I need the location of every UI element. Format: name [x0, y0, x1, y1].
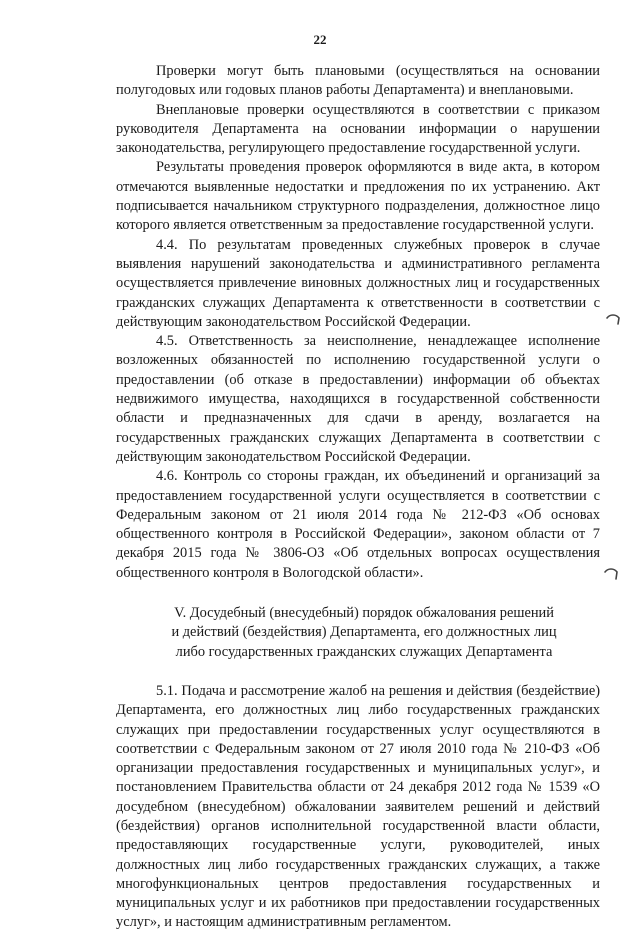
section-v-heading-line: либо государственных гражданских служащих Департамента [175, 643, 553, 660]
paragraph-4-4: 4.4. По результатам проведенных служебных проверок в случае выявления нарушений законодательства и административного регламента осуществляется привлечение виновных должностных лиц и государственных гражданских служащих Департамента к ответственности в соответствии с действующим законодательством Российской Федерации. [116, 236, 600, 330]
section-v-heading [116, 604, 600, 662]
paragraph-check-results: Результаты проведения проверок оформляются в виде акта, в котором отмечаются выявленные недостатки и предложения по их устранению. Акт подписывается начальником структурного подразделения, должностное лицо которого является ответственным за предоставление государственной услуги. [116, 159, 600, 234]
binding-hole-mark [605, 312, 621, 330]
document-body [116, 62, 600, 933]
page-number: 22 [313, 32, 327, 47]
paragraph-planned-checks: Проверки могут быть плановыми (осуществляться на основании полугодовых или годовых планов работы Департамента) и внеплановыми. [116, 63, 600, 99]
section-v-heading-line: и действий (бездействия) Департамента, его должностных лиц [171, 624, 557, 641]
paragraph-4-5: 4.5. Ответственность за неисполнение, ненадлежащее исполнение возложенных обязанностей по исполнению государственной услуги о предоставлении (об отказе в предоставлении) информации об объектах недвижимого имущества, находящихся в государственной собственности области и предназначенных для сдачи в аренду, возлагается на государственных гражданских служащих Департамента в соответствии с действующим законодательством Российской Федерации. [116, 333, 600, 465]
section-v-heading-line: V. Досудебный (внесудебный) порядок обжалования решений [174, 605, 554, 622]
paragraph-4-6: 4.6. Контроль со стороны граждан, их объединений и организаций за предоставлением государственной услуги осуществляется в соответствии с Федеральным законом от 21 июля 2014 года № 212-ФЗ «Об основах общественного контроля в Российской Федерации», законом области от 7 декабря 2015 года № 3806-ОЗ «Об отдельных вопросах осуществления общественного контроля в Вологодской области». [116, 468, 600, 581]
paragraph-unplanned-checks: Внеплановые проверки осуществляются в соответствии с приказом руководителя Департамента на основании информации о нарушении законодательства, регулирующего предоставление государственной услуги. [116, 101, 600, 157]
binding-hole-mark [603, 566, 619, 584]
paragraph-5-1: 5.1. Подача и рассмотрение жалоб на решения и действия (бездействие) Департамента, его должностных лиц либо государственных гражданских служащих при предоставлении государственных услуг осуществляются в соответствии с Федеральным законом от 27 июля 2010 года № 210-ФЗ «Об организации предоставления государственных и муниципальных услуг», и постановлением Правительства области от 24 декабря 2012 года № 1539 «О досудебном (внесудебном) обжаловании заявителем решений и действий (бездействия) органов исполнительной государственной власти области, предоставляющих государственные услуги, руководителей, иных должностных лиц либо государственных гражданских служащих, а также многофункциональных центров предоставления государственных и муниципальных услуг и их работников при предоставлении государственных услуг», и настоящим административным регламентом. [116, 682, 600, 931]
